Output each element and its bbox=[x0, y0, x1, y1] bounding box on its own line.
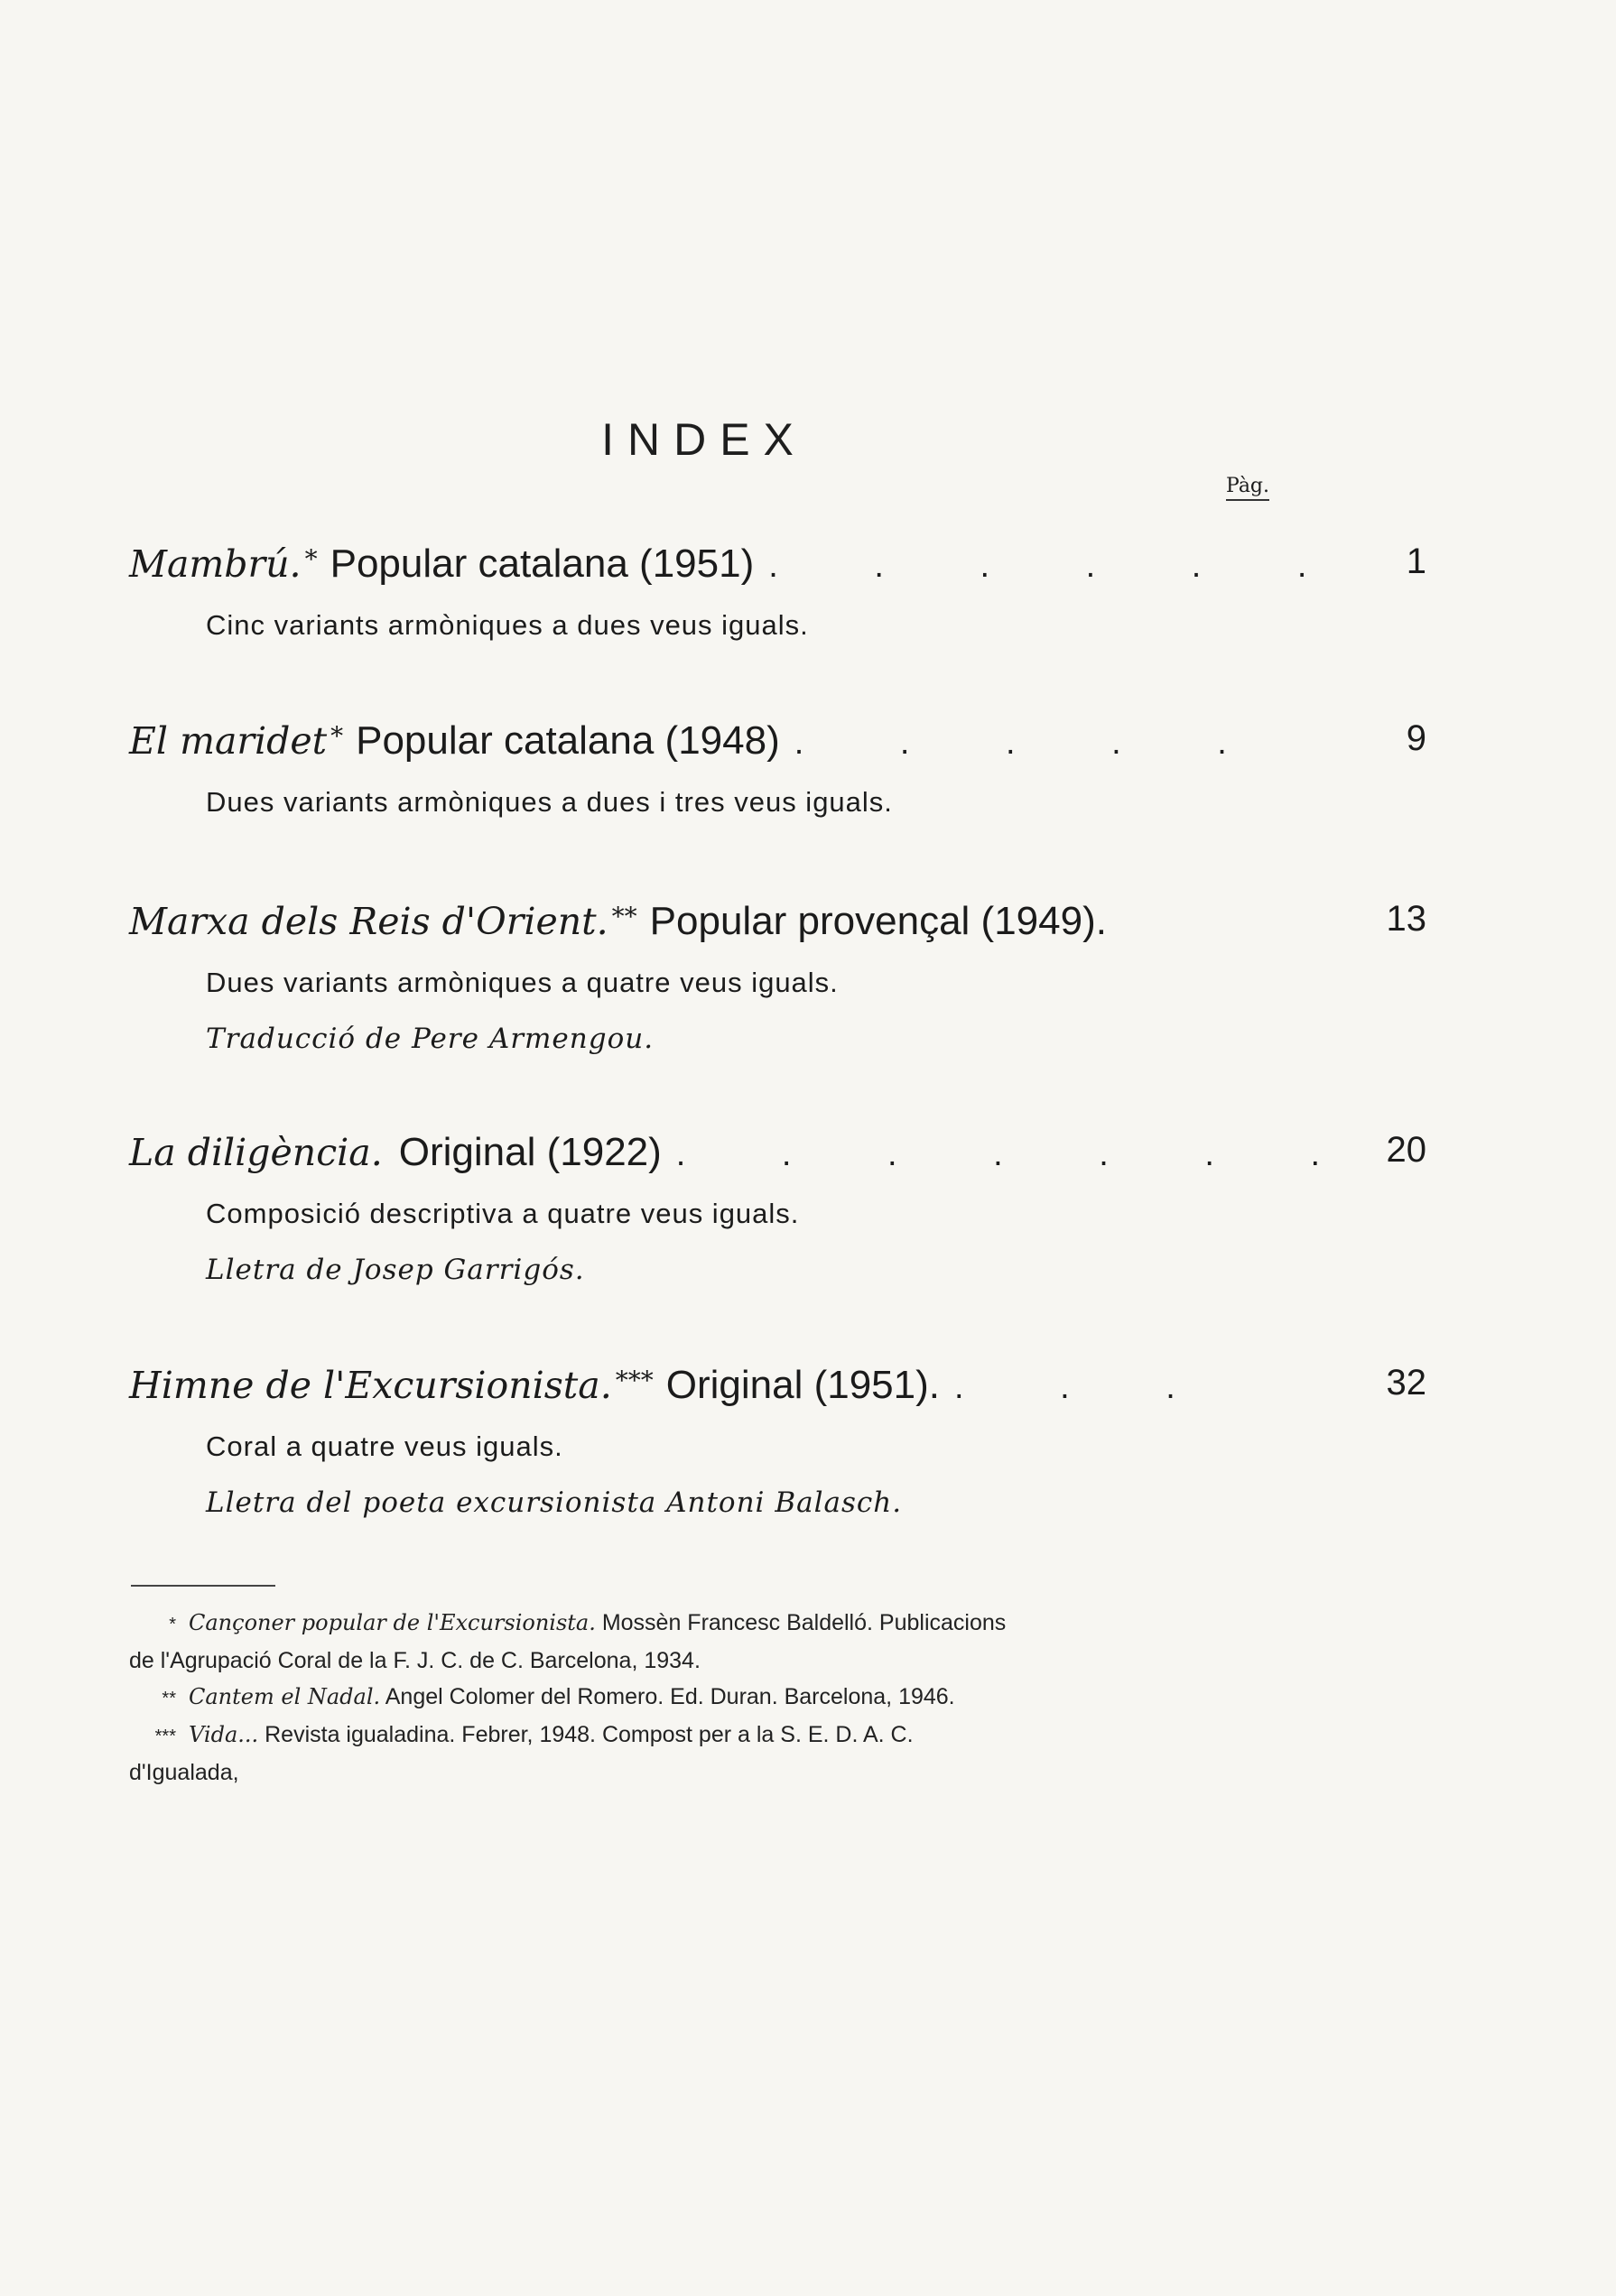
index-entry bbox=[129, 1130, 1426, 1298]
footnote-source-title: Cançoner popular de l'Excursionista. bbox=[189, 1610, 596, 1635]
footnote-marker: * bbox=[330, 721, 344, 751]
footnote-mark: *** bbox=[154, 1727, 176, 1746]
leader-dots: . . . . . . . bbox=[675, 1135, 1364, 1173]
footnote-marker: ** bbox=[611, 902, 637, 931]
entry-page-number: 20 bbox=[1386, 1130, 1426, 1170]
entry-title: Marxa dels Reis d'Orient. bbox=[129, 900, 608, 943]
footnote-continuation: d'Igualada, bbox=[129, 1760, 239, 1785]
footnote bbox=[129, 1605, 1294, 1643]
footnote-mark: * bbox=[169, 1615, 176, 1634]
entry-title: La diligència. bbox=[129, 1131, 383, 1174]
entry-description: Composició descriptiva a quatre veus iguals. bbox=[206, 1198, 800, 1229]
entry-credit: Lletra de Josep Garrigós. bbox=[206, 1254, 585, 1286]
footnote-marker: * bbox=[304, 544, 318, 574]
footnote-text: Revista igualadina. Febrer, 1948. Compost per a la S. E. D. A. C. bbox=[265, 1722, 914, 1747]
leader-dots: . . . . . . bbox=[768, 547, 1351, 585]
entry-origin: Popular provençal (1949). bbox=[649, 899, 1107, 943]
entry-heading bbox=[129, 542, 1426, 597]
index-entry bbox=[129, 542, 1426, 653]
entry-origin: Popular catalana (1948) bbox=[356, 718, 780, 763]
index-entry bbox=[129, 718, 1426, 830]
footnote-continuation: de l'Agrupació Coral de la F. J. C. de C. Barcelona, 1934. bbox=[129, 1648, 701, 1673]
footnote-source-title: Vida... bbox=[189, 1722, 259, 1747]
entry-heading bbox=[129, 1130, 1426, 1186]
entry-description: Dues variants armòniques a dues i tres veus iguals. bbox=[206, 786, 893, 818]
entry-page-number: 32 bbox=[1386, 1363, 1426, 1403]
footnote-marker: *** bbox=[615, 1366, 654, 1395]
index-entry bbox=[129, 1363, 1426, 1531]
entry-description: Cinc variants armòniques a dues veus iguals. bbox=[206, 609, 809, 641]
footnote bbox=[129, 1679, 1294, 1717]
entry-page-number: 13 bbox=[1386, 899, 1426, 939]
entry-title: Mambrú. bbox=[129, 542, 302, 586]
footnote-source-title: Cantem el Nadal. bbox=[189, 1684, 381, 1709]
footnote-divider bbox=[131, 1585, 275, 1587]
footnote-mark: ** bbox=[162, 1689, 176, 1708]
footnote-text: Angel Colomer del Romero. Ed. Duran. Barcelona, 1946. bbox=[385, 1684, 955, 1709]
entry-title: Himne de l'Excursionista. bbox=[129, 1364, 612, 1407]
footnote-text: Mossèn Francesc Baldelló. Publicacions bbox=[601, 1610, 1007, 1635]
page-column-label: Pàg. bbox=[1226, 475, 1269, 501]
entry-heading bbox=[129, 718, 1426, 774]
entry-description: Coral a quatre veus iguals. bbox=[206, 1430, 563, 1462]
entry-origin: Original (1951). bbox=[665, 1363, 941, 1407]
entry-description: Dues variants armòniques a quatre veus iguals. bbox=[206, 967, 839, 998]
entry-heading bbox=[129, 1363, 1426, 1419]
entry-credit: Lletra del poeta excursionista Antoni Balasch. bbox=[206, 1486, 903, 1519]
entry-page-number: 9 bbox=[1406, 718, 1426, 758]
leader-dots: . . . . . bbox=[794, 724, 1270, 762]
index-entry bbox=[129, 899, 1426, 1067]
entry-heading bbox=[129, 899, 1426, 955]
entry-origin: Popular catalana (1951) bbox=[330, 542, 755, 586]
index-title: INDEX bbox=[601, 414, 807, 465]
footnote bbox=[129, 1717, 1294, 1754]
footnotes bbox=[129, 1605, 1294, 1791]
entry-title: El maridet bbox=[129, 719, 328, 763]
leader-dots: . . . bbox=[954, 1368, 1219, 1406]
entry-credit: Traducció de Pere Armengou. bbox=[206, 1023, 655, 1055]
entry-origin: Original (1922) bbox=[398, 1130, 662, 1174]
entry-page-number: 1 bbox=[1406, 542, 1426, 581]
